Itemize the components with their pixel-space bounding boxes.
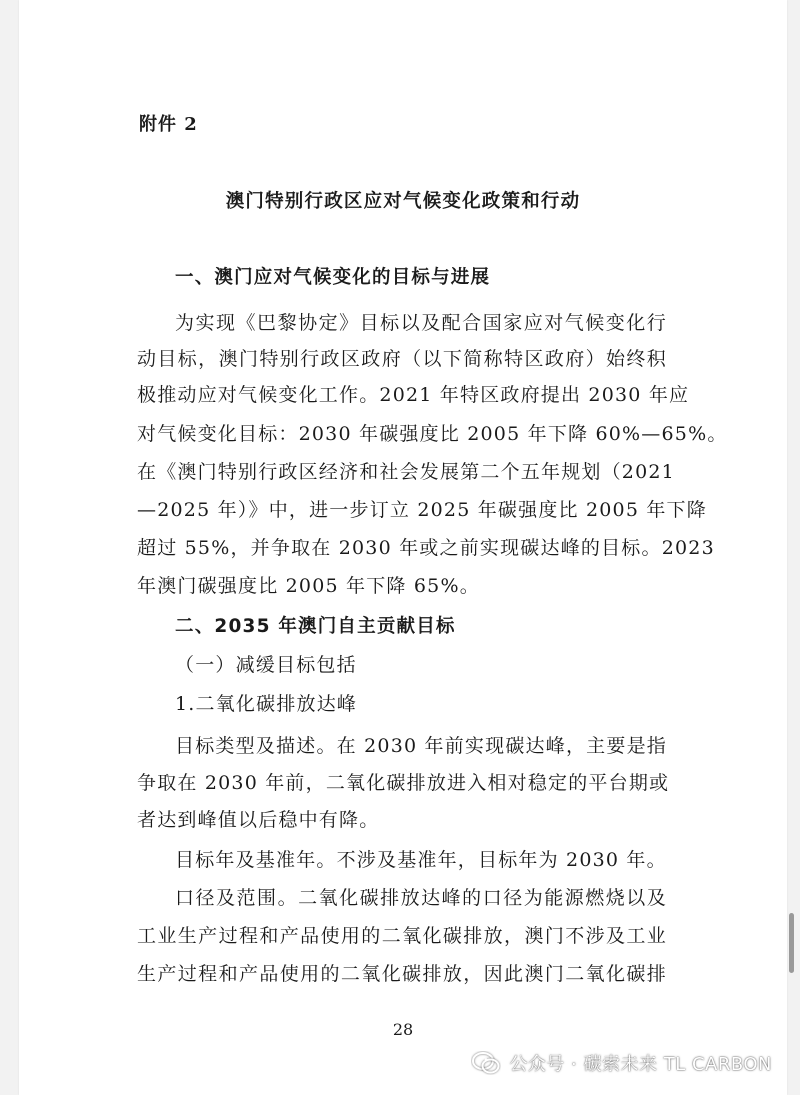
document-page xyxy=(19,0,787,1095)
paragraph-line: 者达到峰值以后稳中有降。 xyxy=(137,809,380,831)
paragraph-line: 在《澳门特别行政区经济和社会发展第二个五年规划（2021 xyxy=(137,461,675,483)
paragraph-line: 争取在 2030 年前，二氧化碳排放进入相对稳定的平台期或 xyxy=(137,772,670,794)
watermark xyxy=(471,1049,772,1077)
document-title: 澳门特别行政区应对气候变化政策和行动 xyxy=(225,191,581,212)
paragraph-line: 超过 55%，并争取在 2030 年或之前实现碳达峰的目标。2023 xyxy=(137,537,715,559)
paragraph-line: 动目标，澳门特别行政区政府（以下简称特区政府）始终积 xyxy=(137,348,667,370)
attachment-label: 附件 2 xyxy=(139,114,198,135)
paragraph-line: 口径及范围。二氧化碳排放达峰的口径为能源燃烧以及 xyxy=(175,887,667,909)
section-1-heading: 一、澳门应对气候变化的目标与进展 xyxy=(175,267,491,288)
page-number: 28 xyxy=(392,1020,414,1039)
paragraph-line: —2025 年）》中，进一步订立 2025 年碳强度比 2005 年下降 xyxy=(137,499,707,521)
section-2-heading: 二、2035 年澳门自主贡献目标 xyxy=(175,616,456,637)
paragraph-line: 工业生产过程和产品使用的二氧化碳排放，澳门不涉及工业 xyxy=(137,925,667,947)
paragraph-line: 年澳门碳强度比 2005 年下降 65%。 xyxy=(137,575,480,597)
paragraph-line: 目标类型及描述。在 2030 年前实现碳达峰，主要是指 xyxy=(175,735,667,757)
paragraph-line: 极推动应对气候变化工作。2021 年特区政府提出 2030 年应 xyxy=(137,384,690,406)
subsection-heading: （一）减缓目标包括 xyxy=(175,654,357,676)
scrollbar-thumb[interactable] xyxy=(789,913,794,973)
wechat-icon xyxy=(471,1051,501,1075)
paragraph-line: 生产过程和产品使用的二氧化碳排放，因此澳门二氧化碳排 xyxy=(137,963,667,985)
paragraph-line: 对气候变化目标：2030 年碳强度比 2005 年下降 60%—65%。 xyxy=(137,423,728,445)
paragraph-line: 为实现《巴黎协定》目标以及配合国家应对气候变化行 xyxy=(175,312,667,334)
watermark-text: 公众号 · 碳索未来 TL CARBON xyxy=(509,1054,772,1075)
item-heading: 1.二氧化碳排放达峰 xyxy=(175,693,358,715)
paragraph-line: 目标年及基准年。不涉及基准年，目标年为 2030 年。 xyxy=(175,849,667,871)
